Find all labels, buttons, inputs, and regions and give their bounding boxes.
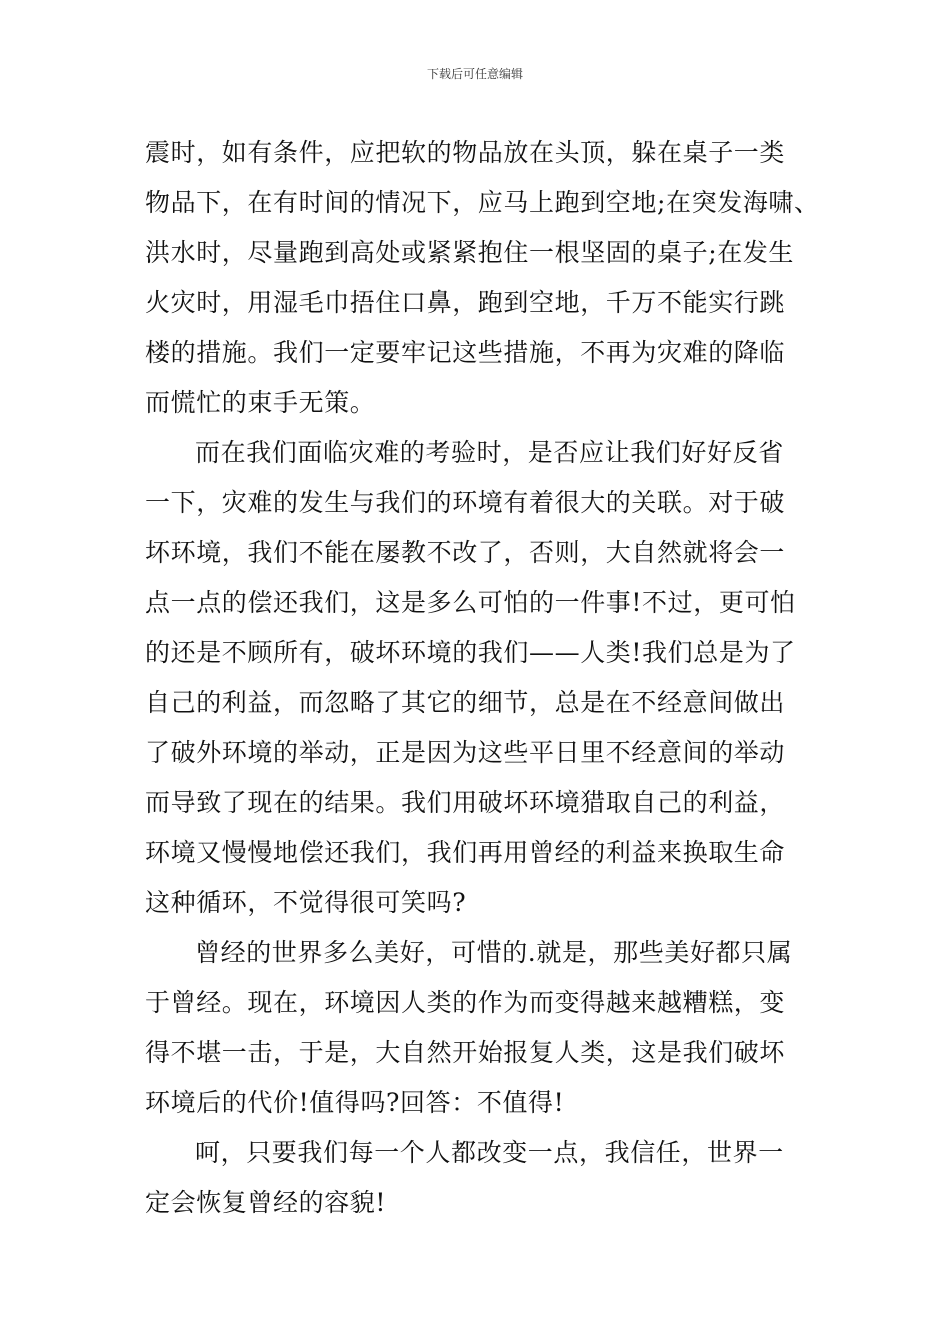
- text-line: 点一点的偿还我们，这是多么可怕的一件事!不过，更可怕: [145, 588, 796, 617]
- text-line: 环境又慢慢地偿还我们，我们再用曾经的利益来换取生命: [145, 838, 786, 867]
- paragraph-2: [145, 428, 809, 928]
- text-line: 一下，灾难的发生与我们的环境有着很大的关联。对于破: [145, 488, 786, 517]
- text-line: 洪水时，尽量跑到高处或紧紧抱住一根坚固的桌子;在发生: [145, 238, 795, 267]
- text-line: 这种循环，不觉得很可笑吗?: [145, 888, 467, 917]
- text-line: 曾经的世界多么美好，可惜的.就是，那些美好都只属: [195, 938, 793, 967]
- document-body: [145, 128, 820, 1228]
- text-line: 了破外环境的举动，正是因为这些平日里不经意间的举动: [145, 738, 786, 767]
- text-line: 定会恢复曾经的容貌!: [145, 1188, 387, 1217]
- text-line: 物品下，在有时间的情况下，应马上跑到空地;在突发海啸、: [145, 188, 820, 217]
- paragraph-1: [145, 128, 820, 428]
- text-line: 楼的措施。我们一定要牢记这些措施，不再为灾难的降临: [145, 338, 786, 367]
- text-line: 火灾时，用湿毛巾捂住口鼻，跑到空地，千万不能实行跳: [145, 288, 786, 317]
- text-line: 于曾经。现在，环境因人类的作为而变得越来越糟糕，变: [145, 988, 786, 1017]
- paragraph-3: [145, 928, 809, 1128]
- paragraph-4: [145, 1128, 809, 1228]
- text-line: 震时，如有条件，应把软的物品放在头顶，躲在桌子一类: [145, 138, 786, 167]
- page-header: 下载后可任意编辑: [426, 67, 523, 81]
- text-line: 而在我们面临灾难的考验时，是否应让我们好好反省: [195, 438, 784, 467]
- text-line: 自己的利益，而忽略了其它的细节，总是在不经意间做出: [145, 688, 786, 717]
- text-line: 环境后的代价!值得吗?回答：不值得!: [145, 1088, 565, 1117]
- text-line: 的还是不顾所有，破坏环境的我们——人类!我们总是为了: [145, 638, 796, 667]
- text-line: 而导致了现在的结果。我们用破坏环境猎取自己的利益，: [145, 788, 786, 817]
- text-line: 而慌忙的束手无策。: [145, 388, 376, 417]
- text-line: 呵，只要我们每一个人都改变一点，我信任，世界一: [195, 1138, 784, 1167]
- text-line: 坏环境，我们不能在屡教不改了，否则，大自然就将会一: [145, 538, 786, 567]
- text-line: 得不堪一击，于是，大自然开始报复人类，这是我们破坏: [145, 1038, 786, 1067]
